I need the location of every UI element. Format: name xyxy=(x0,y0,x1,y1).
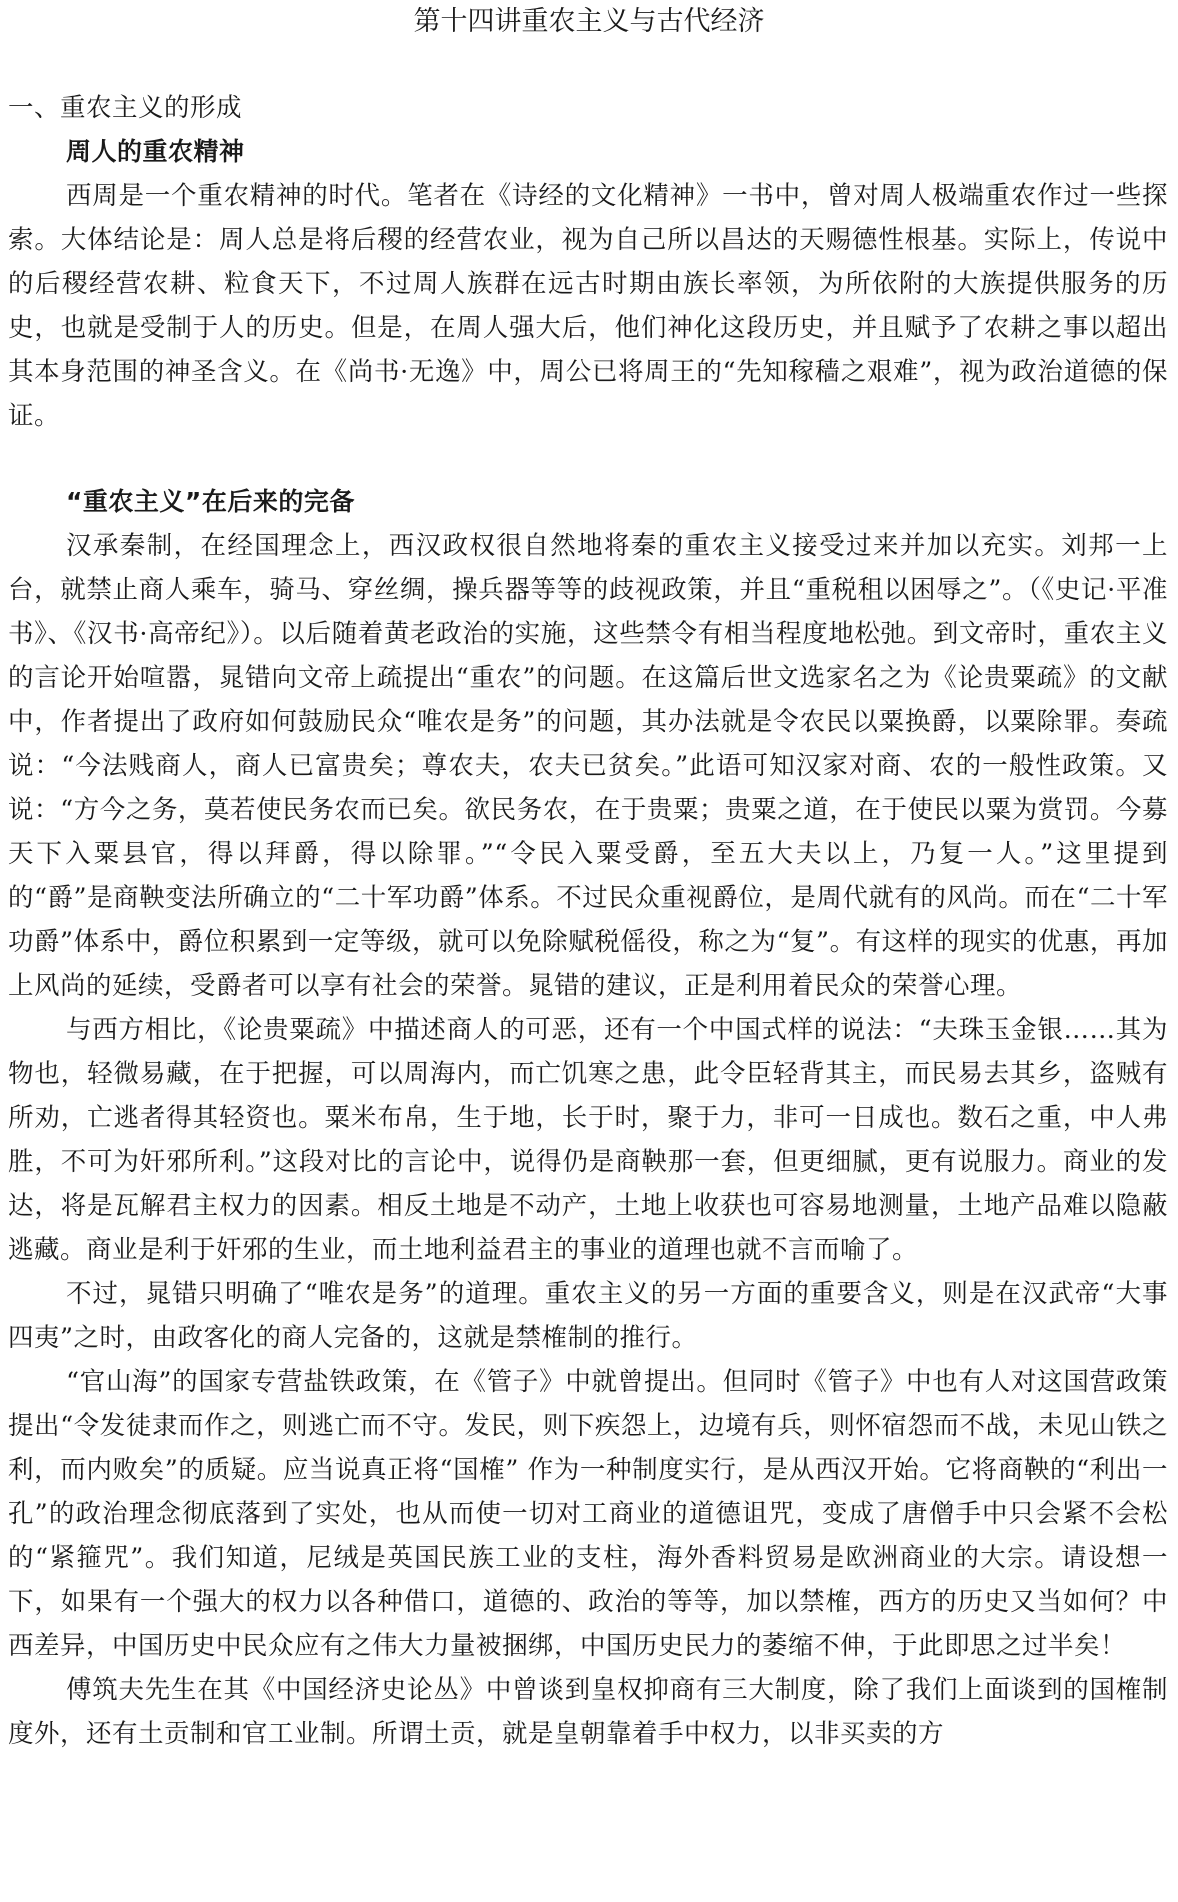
paragraph: 与西方相比，《论贵粟疏》中描述商人的可恶，还有一个中国式样的说法：“夫珠玉金银……其为物也，轻微易藏，在于把握，可以周海内，而亡饥寒之患，此令臣轻背其主，而民易去其乡，盗贼有所劝，亡逃者得其轻资也。粟米布帛，生于地，长于时，聚于力，非可一日成也。数石之重，中人弗胜，不可为奸邪所利。”这段对比的言论中，说得仍是商鞅那一套，但更细腻，更有说服力。商业的发达，将是瓦解君主权力的因素。相反土地是不动产，土地上收获也可容易地测量，土地产品难以隐蔽逃藏。商业是利于奸邪的生业，而土地利益君主的事业的道理也就不言而喻了。 xyxy=(8,1015,1168,1265)
section-heading: 一、重农主义的形成 xyxy=(8,93,243,123)
paragraph: 西周是一个重农精神的时代。笔者在《诗经的文化精神》一书中，曾对周人极端重农作过一些探索。大体结论是：周人总是将后稷的经营农业，视为自己所以昌达的天赐德性根基。实际上，传说中的后稷经营农耕、粒食天下，不过周人族群在远古时期由族长率领，为所依附的大族提供服务的历史，也就是受制于人的历史。但是，在周人强大后，他们神化这段历史，并且赋予了农耕之事以超出其本身范围的神圣含义。在《尚书·无逸》中，周公已将周王的“先知稼穑之艰难”，视为政治道德的保证。 xyxy=(8,181,1168,431)
paragraph: 傅筑夫先生在其《中国经济史论丛》中曾谈到皇权抑商有三大制度，除了我们上面谈到的国榷制度外，还有土贡制和官工业制。所谓土贡，就是皇朝靠着手中权力，以非买卖的方 xyxy=(8,1675,1168,1749)
subsection-heading-han: “重农主义”在后来的完备 xyxy=(66,487,355,516)
paragraph: 不过，晁错只明确了“唯农是务”的道理。重农主义的另一方面的重要含义，则是在汉武帝“大事四夷”之时，由政客化的商人完备的，这就是禁榷制的推行。 xyxy=(8,1279,1168,1353)
subsection-heading-zhou: 周人的重农精神 xyxy=(66,137,245,166)
page-title: 第十四讲重农主义与古代经济 xyxy=(413,6,765,37)
paragraph: “官山海”的国家专营盐铁政策，在《管子》中就曾提出。但同时《管子》中也有人对这国营政策提出“令发徒隶而作之，则逃亡而不守。发民，则下疾怨上，边境有兵，则怀宿怨而不战，未见山铁之利，而内败矣”的质疑。应当说真正将“国榷” 作为一种制度实行，是从西汉开始。它将商鞅的“利出一孔”的政治理念彻底落到了实处，也从而使一切对工商业的道德诅咒，变成了唐僧手中只会紧不会松的“紧箍咒”。我们知道，尼绒是英国民族工业的支柱，海外香料贸易是欧洲商业的大宗。请设想一下，如果有一个强大的权力以各种借口，道德的、政治的等等，加以禁榷，西方的历史又当如何？中西差异，中国历史中民众应有之伟大力量被捆绑，中国历史民力的萎缩不伸，于此即思之过半矣！ xyxy=(8,1367,1168,1661)
section-spacer xyxy=(8,438,1168,480)
document-body xyxy=(8,86,1168,1756)
paragraph: 汉承秦制，在经国理念上，西汉政权很自然地将秦的重农主义接受过来并加以充实。刘邦一上台，就禁止商人乘车，骑马、穿丝绸，操兵器等等的歧视政策，并且“重税租以困辱之”。（《史记·平准书》、《汉书·高帝纪》）。以后随着黄老政治的实施，这些禁令有相当程度地松弛。到文帝时，重农主义的言论开始喧嚣，晁错向文帝上疏提出“重农”的问题。在这篇后世文选家名之为《论贵粟疏》的文献中，作者提出了政府如何鼓励民众“唯农是务”的问题，其办法就是令农民以粟换爵，以粟除罪。奏疏说：“今法贱商人，商人已富贵矣；尊农夫，农夫已贫矣。”此语可知汉家对商、农的一般性政策。又说：“方今之务，莫若使民务农而已矣。欲民务农，在于贵粟；贵粟之道，在于使民以粟为赏罚。今募天下入粟县官，得以拜爵，得以除罪。”“令民入粟受爵，至五大夫以上，乃复一人。”这里提到的“爵”是商鞅变法所确立的“二十军功爵”体系。不过民众重视爵位，是周代就有的风尚。而在“二十军功爵”体系中，爵位积累到一定等级，就可以免除赋税傜役，称之为“复”。有这样的现实的优惠，再加上风尚的延续，受爵者可以享有社会的荣誉。晁错的建议，正是利用着民众的荣誉心理。 xyxy=(8,531,1168,1001)
